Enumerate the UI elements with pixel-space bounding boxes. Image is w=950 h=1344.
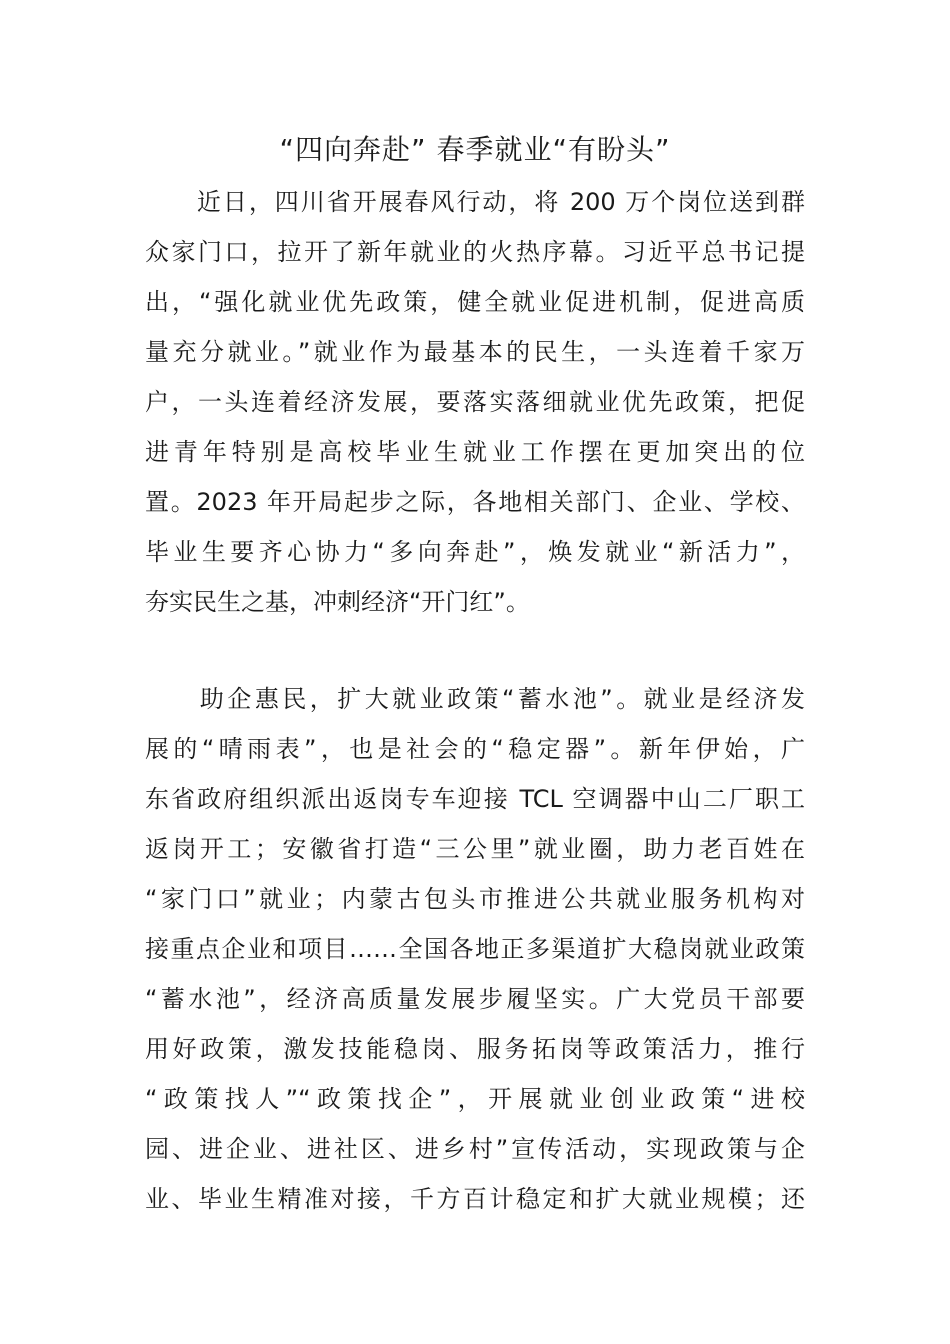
paragraph-line: 夯实民生之基，冲刺经济“开门红”。 <box>145 588 530 616</box>
paragraph-line: 用好政策，激发技能稳岗、服务拓岗等政策活力，推行 <box>145 1035 805 1063</box>
paragraph-line: 毕业生要齐心协力“多向奔赴”，焕发就业“新活力”， <box>145 538 805 566</box>
paragraph-line: 量充分就业。”就业作为最基本的民生，一头连着千家万 <box>145 338 805 366</box>
paragraph-line: 东省政府组织派出返岗专车迎接 TCL 空调器中山二厂职工 <box>145 785 805 813</box>
paragraph-line: 园、进企业、进社区、进乡村”宣传活动，实现政策与企 <box>145 1135 805 1163</box>
paragraph-line: 展的“晴雨表”，也是社会的“稳定器”。新年伊始，广 <box>145 735 805 763</box>
paragraph-line: 出，“强化就业优先政策，健全就业促进机制，促进高质 <box>145 288 805 316</box>
paragraph-line: 进青年特别是高校毕业生就业工作摆在更加突出的位 <box>145 438 805 466</box>
paragraph-line: “蓄水池”，经济高质量发展步履坚实。广大党员干部要 <box>145 985 805 1013</box>
paragraph-line: 众家门口，拉开了新年就业的火热序幕。习近平总书记提 <box>145 238 805 266</box>
paragraph-2 <box>145 674 805 1224</box>
paragraph-line: 户，一头连着经济发展，要落实落细就业优先政策，把促 <box>145 388 805 416</box>
paragraph-1 <box>145 177 805 627</box>
paragraph-line: 助企惠民，扩大就业政策“蓄水池”。就业是经济发 <box>145 685 805 713</box>
article-title: “四向奔赴” 春季就业“有盼头” <box>279 133 671 166</box>
paragraph-line: 业、毕业生精准对接，千方百计稳定和扩大就业规模；还 <box>145 1185 805 1213</box>
paragraph-line: 置。2023 年开局起步之际，各地相关部门、企业、学校、 <box>145 488 805 516</box>
paragraph-line: 近日，四川省开展春风行动，将 200 万个岗位送到群 <box>145 188 805 216</box>
paragraph-line: “家门口”就业；内蒙古包头市推进公共就业服务机构对 <box>145 885 805 913</box>
paragraph-line: 返岗开工；安徽省打造“三公里”就业圈，助力老百姓在 <box>145 835 805 863</box>
paragraph-line: 接重点企业和项目……全国各地正多渠道扩大稳岗就业政策 <box>145 935 805 963</box>
paragraph-line: “政策找人”“政策找企”，开展就业创业政策“进校 <box>145 1085 805 1113</box>
